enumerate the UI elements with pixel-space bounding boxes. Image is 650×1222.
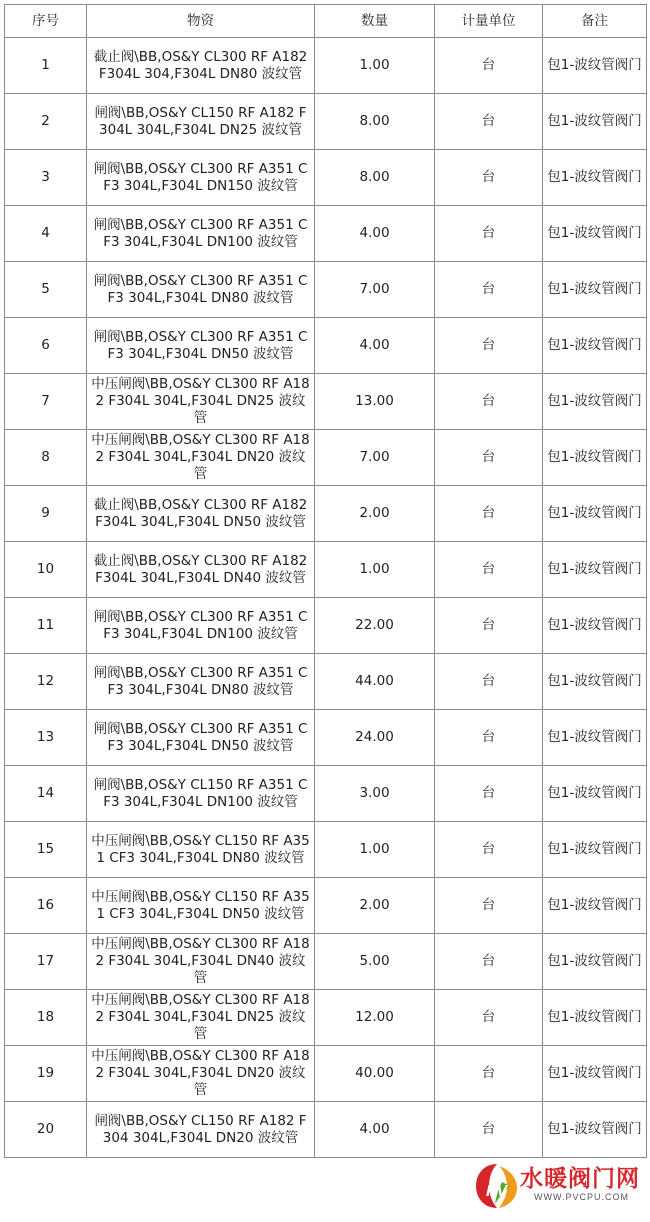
table-row [5,542,647,598]
cell-note: 包1-波纹管阀门 [543,38,647,94]
cell-note: 包1-波纹管阀门 [543,206,647,262]
cell-unit: 台 [435,542,543,598]
cell-unit: 台 [435,598,543,654]
cell-note: 包1-波纹管阀门 [543,878,647,934]
cell-quantity: 12.00 [315,990,435,1046]
cell-item: 截止阀\BB,OS&Y CL300 RF A182 F304L 304L,F304L DN40 波纹管 [87,542,315,598]
cell-unit: 台 [435,1046,543,1102]
cell-note: 包1-波纹管阀门 [543,1102,647,1158]
cell-index: 16 [5,878,87,934]
cell-quantity: 2.00 [315,486,435,542]
table-row [5,766,647,822]
cell-note: 包1-波纹管阀门 [543,710,647,766]
materials-table [4,4,647,1158]
table-body [5,38,647,1158]
cell-note: 包1-波纹管阀门 [543,150,647,206]
cell-quantity: 8.00 [315,94,435,150]
cell-quantity: 1.00 [315,38,435,94]
cell-item: 闸阀\BB,OS&Y CL300 RF A351 CF3 304L,F304L DN80 波纹管 [87,262,315,318]
cell-quantity: 13.00 [315,374,435,430]
cell-unit: 台 [435,934,543,990]
header-quantity: 数量 [315,5,435,38]
cell-quantity: 3.00 [315,766,435,822]
cell-index: 10 [5,542,87,598]
cell-index: 4 [5,206,87,262]
cell-unit: 台 [435,94,543,150]
cell-index: 14 [5,766,87,822]
cell-item: 中压闸阀\BB,OS&Y CL300 RF A182 F304L 304L,F304L DN20 波纹管 [87,430,315,486]
cell-unit: 台 [435,262,543,318]
watermark-title: 水暖阀门网 [520,1166,640,1192]
cell-note: 包1-波纹管阀门 [543,990,647,1046]
cell-item: 截止阀\BB,OS&Y CL300 RF A182 F304L 304,F304L DN80 波纹管 [87,38,315,94]
table-row [5,262,647,318]
cell-quantity: 7.00 [315,262,435,318]
cell-index: 20 [5,1102,87,1158]
cell-note: 包1-波纹管阀门 [543,542,647,598]
table-row [5,990,647,1046]
cell-item: 中压闸阀\BB,OS&Y CL150 RF A351 CF3 304L,F304L DN80 波纹管 [87,822,315,878]
cell-quantity: 24.00 [315,710,435,766]
cell-quantity: 4.00 [315,1102,435,1158]
cell-item: 闸阀\BB,OS&Y CL150 RF A182 F304 304L,F304L DN20 波纹管 [87,1102,315,1158]
logo-letters: PV [486,1183,508,1200]
table-row [5,710,647,766]
cell-note: 包1-波纹管阀门 [543,318,647,374]
table-row [5,934,647,990]
cell-item: 闸阀\BB,OS&Y CL150 RF A182 F304L 304L,F304L DN25 波纹管 [87,94,315,150]
cell-note: 包1-波纹管阀门 [543,766,647,822]
cell-unit: 台 [435,766,543,822]
cell-quantity: 7.00 [315,430,435,486]
cell-note: 包1-波纹管阀门 [543,1046,647,1102]
cell-unit: 台 [435,430,543,486]
cell-item: 闸阀\BB,OS&Y CL300 RF A351 CF3 304L,F304L DN50 波纹管 [87,318,315,374]
cell-item: 闸阀\BB,OS&Y CL300 RF A351 CF3 304L,F304L DN80 波纹管 [87,654,315,710]
cell-index: 6 [5,318,87,374]
cell-index: 11 [5,598,87,654]
header-item: 物资 [87,5,315,38]
cell-note: 包1-波纹管阀门 [543,486,647,542]
table-row [5,822,647,878]
cell-unit: 台 [435,150,543,206]
cell-item: 闸阀\BB,OS&Y CL300 RF A351 CF3 304L,F304L DN50 波纹管 [87,710,315,766]
cell-item: 闸阀\BB,OS&Y CL150 RF A351 CF3 304L,F304L DN100 波纹管 [87,766,315,822]
cell-quantity: 1.00 [315,542,435,598]
table-row [5,486,647,542]
table-row [5,206,647,262]
cell-quantity: 44.00 [315,654,435,710]
cell-quantity: 22.00 [315,598,435,654]
table-row [5,1102,647,1158]
cell-item: 中压闸阀\BB,OS&Y CL300 RF A182 F304L 304L,F304L DN20 波纹管 [87,1046,315,1102]
cell-index: 18 [5,990,87,1046]
cell-quantity: 4.00 [315,206,435,262]
table-row [5,654,647,710]
cell-unit: 台 [435,38,543,94]
table-row [5,1046,647,1102]
cell-quantity: 2.00 [315,878,435,934]
cell-index: 13 [5,710,87,766]
table-row [5,878,647,934]
cell-note: 包1-波纹管阀门 [543,598,647,654]
cell-item: 闸阀\BB,OS&Y CL300 RF A351 CF3 304L,F304L DN150 波纹管 [87,150,315,206]
cell-index: 9 [5,486,87,542]
cell-unit: 台 [435,486,543,542]
cell-quantity: 1.00 [315,822,435,878]
cell-unit: 台 [435,654,543,710]
cell-index: 2 [5,94,87,150]
table-row [5,430,647,486]
watermark-url: WWW.PVCPU.COM [534,1192,629,1202]
cell-note: 包1-波纹管阀门 [543,94,647,150]
cell-index: 19 [5,1046,87,1102]
table-row [5,38,647,94]
header-row [5,5,647,38]
cell-note: 包1-波纹管阀门 [543,934,647,990]
cell-item: 闸阀\BB,OS&Y CL300 RF A351 CF3 304L,F304L DN100 波纹管 [87,598,315,654]
cell-index: 17 [5,934,87,990]
cell-item: 闸阀\BB,OS&Y CL300 RF A351 CF3 304L,F304L DN100 波纹管 [87,206,315,262]
cell-note: 包1-波纹管阀门 [543,654,647,710]
cell-index: 5 [5,262,87,318]
cell-note: 包1-波纹管阀门 [543,822,647,878]
table-row [5,318,647,374]
header-unit: 计量单位 [435,5,543,38]
cell-unit: 台 [435,822,543,878]
pv-logo-icon [472,1160,522,1212]
cell-index: 7 [5,374,87,430]
cell-note: 包1-波纹管阀门 [543,430,647,486]
cell-quantity: 4.00 [315,318,435,374]
cell-unit: 台 [435,878,543,934]
table-header [5,5,647,38]
cell-index: 15 [5,822,87,878]
cell-item: 中压闸阀\BB,OS&Y CL300 RF A182 F304L 304L,F304L DN25 波纹管 [87,990,315,1046]
cell-index: 1 [5,38,87,94]
cell-quantity: 5.00 [315,934,435,990]
table-row [5,598,647,654]
table-row [5,94,647,150]
cell-unit: 台 [435,990,543,1046]
cell-index: 3 [5,150,87,206]
cell-quantity: 8.00 [315,150,435,206]
cell-item: 中压闸阀\BB,OS&Y CL300 RF A182 F304L 304L,F304L DN40 波纹管 [87,934,315,990]
cell-index: 8 [5,430,87,486]
cell-item: 中压闸阀\BB,OS&Y CL300 RF A182 F304L 304L,F304L DN25 波纹管 [87,374,315,430]
site-watermark [472,1156,642,1216]
cell-item: 截止阀\BB,OS&Y CL300 RF A182 F304L 304L,F304L DN50 波纹管 [87,486,315,542]
cell-note: 包1-波纹管阀门 [543,374,647,430]
header-note: 备注 [543,5,647,38]
cell-unit: 台 [435,206,543,262]
cell-item: 中压闸阀\BB,OS&Y CL150 RF A351 CF3 304L,F304L DN50 波纹管 [87,878,315,934]
cell-unit: 台 [435,374,543,430]
cell-unit: 台 [435,318,543,374]
cell-unit: 台 [435,1102,543,1158]
cell-index: 12 [5,654,87,710]
cell-note: 包1-波纹管阀门 [543,262,647,318]
cell-unit: 台 [435,710,543,766]
header-index: 序号 [5,5,87,38]
table-row [5,374,647,430]
table-row [5,150,647,206]
cell-quantity: 40.00 [315,1046,435,1102]
